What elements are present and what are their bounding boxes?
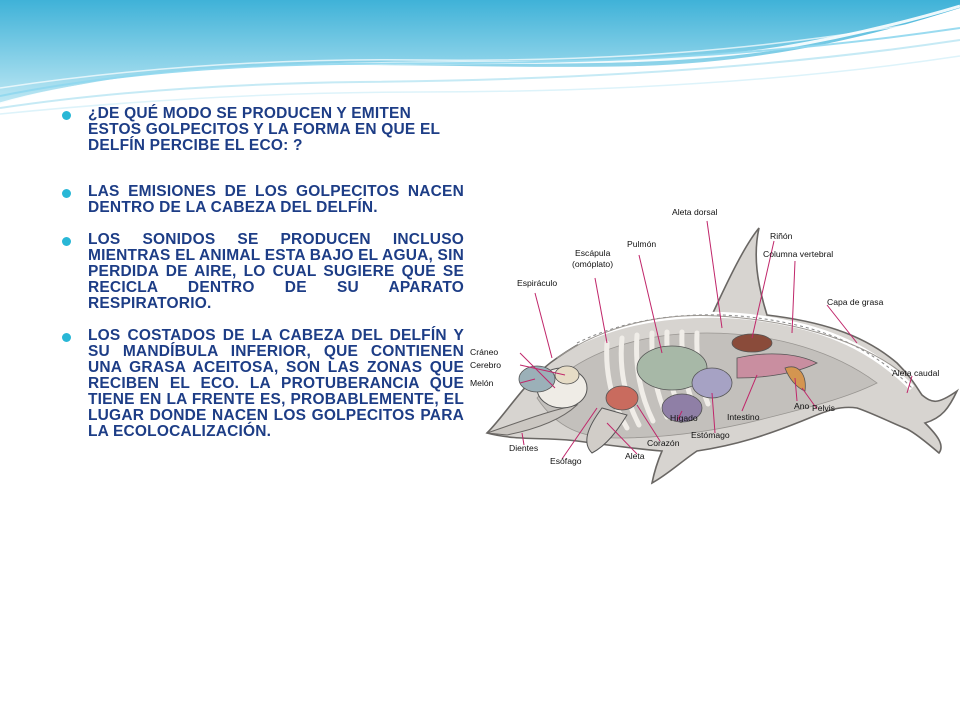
bullet-text: LOS SONIDOS SE PRODUCEN INCLUSO MIENTRAS EL ANIMAL ESTA BAJO EL AGUA, SIN PERDIDA DE AIRE, LO CUAL SUGIERE QUE SE RECICLA DENTRO DE SU APARATO RESPIRATORIO. bbox=[88, 231, 464, 312]
label-intestino: Intestino bbox=[727, 412, 760, 422]
label-dientes: Dientes bbox=[509, 443, 539, 453]
label-rinon: Riñón bbox=[770, 231, 793, 241]
bullet-item-question bbox=[60, 106, 464, 154]
label-escapula: Escápula bbox=[575, 248, 611, 258]
label-ano: Ano bbox=[794, 401, 810, 411]
label-capa-de-grasa: Capa de grasa bbox=[827, 297, 884, 307]
label-estomago: Estómago bbox=[691, 430, 730, 440]
dolphin-anatomy-svg bbox=[467, 183, 960, 547]
bullet-item-emissions bbox=[60, 184, 464, 216]
label-pulmon: Pulmón bbox=[627, 239, 657, 249]
label-pelvis: Pelvis bbox=[812, 403, 835, 413]
bullet-dot-icon bbox=[62, 237, 71, 246]
bullet-dot-icon bbox=[62, 111, 71, 120]
bullet-dot-icon bbox=[62, 333, 71, 342]
dolphin-anatomy-diagram bbox=[467, 183, 960, 547]
bullet-text: LOS COSTADOS DE LA CABEZA DEL DELFÍN Y SU MANDÍBULA INFERIOR, QUE CONTIENEN UNA GRASA ACEITOSA, SON LAS ZONAS QUE RECIBEN EL ECO. LA PROTUBERANCIA QUE TIENE EN LA FRENTE ES, PROBABLEMENTE, EL LUGAR DONDE NACEN LOS GOLPECITOS PARA LA ECOLOCALIZACIÓN. bbox=[88, 327, 464, 440]
label-craneo: Cráneo bbox=[470, 347, 499, 357]
bullet-text: LAS EMISIONES DE LOS GOLPECITOS NACEN DENTRO DE LA CABEZA DEL DELFÍN. bbox=[88, 183, 464, 216]
label-esofago: Esófago bbox=[550, 456, 582, 466]
label-cerebro: Cerebro bbox=[470, 360, 502, 370]
label-columna-vertebral: Columna vertebral bbox=[763, 249, 834, 259]
label-aleta-dorsal: Aleta dorsal bbox=[672, 207, 718, 217]
label-higado: Hígado bbox=[670, 413, 698, 423]
bullet-item-echo-reception bbox=[60, 328, 464, 440]
bullet-item-sounds bbox=[60, 232, 464, 312]
label-corazon: Corazón bbox=[647, 438, 680, 448]
bullet-dot-icon bbox=[62, 189, 71, 198]
label-espiraculo: Espiráculo bbox=[517, 278, 558, 288]
label-omoplato: (omóplato) bbox=[572, 259, 614, 269]
label-aleta-caudal: Aleta caudal bbox=[892, 368, 940, 378]
label-aleta: Aleta bbox=[625, 451, 645, 461]
bullet-text: ¿DE QUÉ MODO SE PRODUCEN Y EMITEN ESTOS GOLPECITOS Y LA FORMA EN QUE EL DELFÍN PERCIBE EL ECO: ? bbox=[88, 105, 440, 154]
label-melon: Melón bbox=[470, 378, 494, 388]
bullet-list bbox=[60, 106, 464, 440]
